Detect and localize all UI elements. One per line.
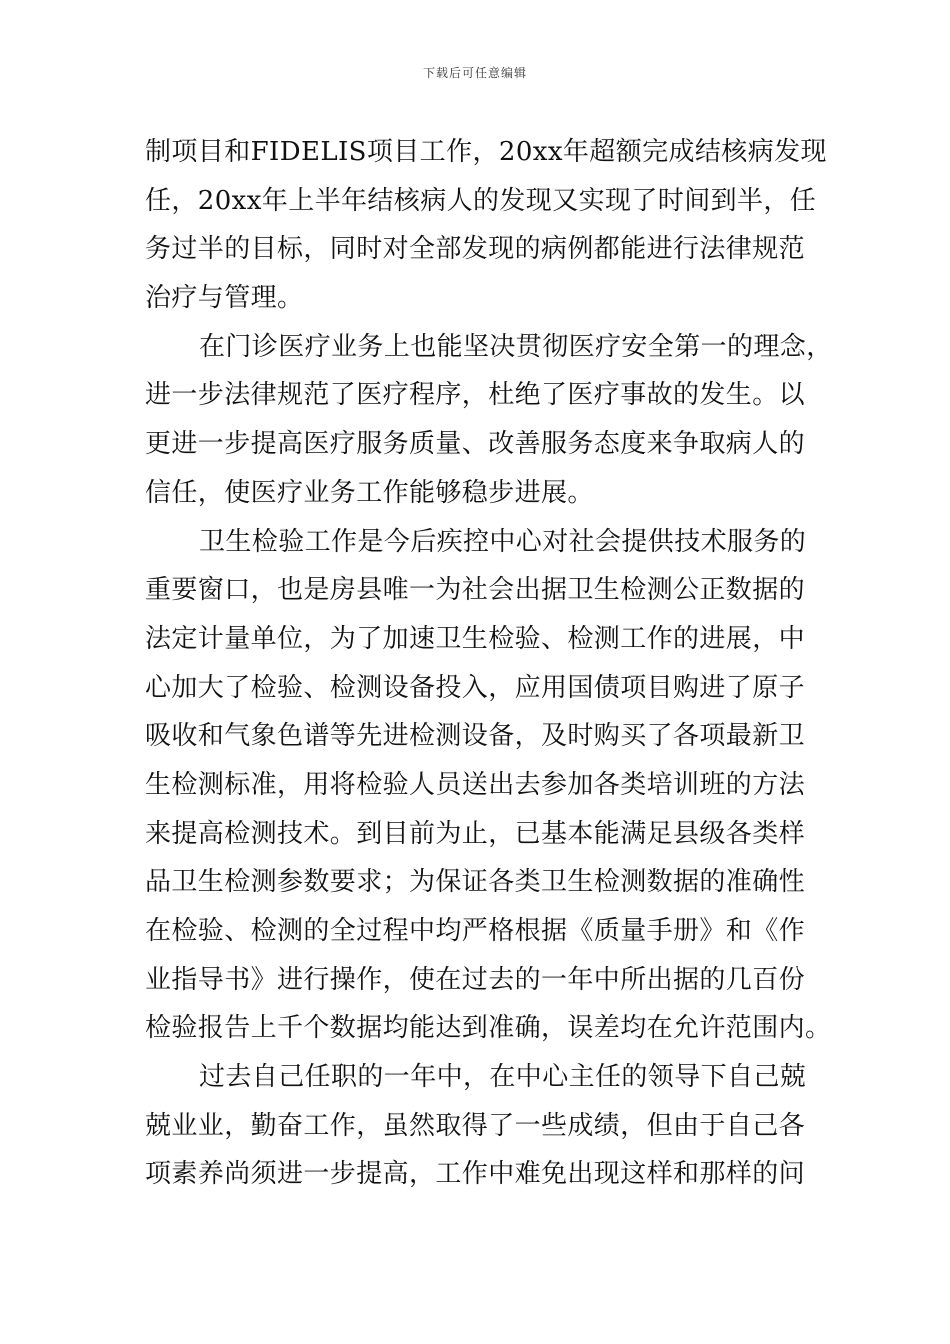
text-line: 更进一步提高医疗服务质量、改善服务态度来争取病人的	[145, 429, 806, 460]
text-line: 进一步法律规范了医疗程序，杜绝了医疗事故的发生。以	[145, 380, 806, 411]
text-line: 项素养尚须进一步提高，工作中难免出现这样和那样的问	[145, 1159, 806, 1190]
text-line: 心加大了检验、检测设备投入，应用国债项目购进了原子	[145, 672, 806, 703]
text-line: 在检验、检测的全过程中均严格根据《质量手册》和《作	[145, 916, 806, 946]
page-header: 下载后可任意编辑	[422, 66, 527, 80]
text-line: 法定计量单位，为了加速卫生检验、检测工作的进展，中	[145, 623, 806, 654]
text-line: 吸收和气象色谱等先进检测设备，及时购买了各项最新卫	[145, 721, 806, 752]
text-line: 治疗与管理。	[145, 283, 304, 314]
document-body	[145, 128, 833, 1199]
paragraph-first-line: 过去自己任职的一年中，在中心主任的领导下自己兢	[199, 1062, 807, 1093]
paragraph-first-line: 卫生检验工作是今后疾控中心对社会提供技术服务的	[199, 526, 807, 557]
text-line: 检验报告上千个数据均能达到准确，误差均在允许范围内。	[145, 1013, 832, 1044]
text-line: 兢业业，勤奋工作，虽然取得了一些成绩，但由于自己各	[145, 1110, 806, 1141]
text-line: 业指导书》进行操作，使在过去的一年中所出据的几百份	[145, 964, 806, 995]
text-line: 制项目和FIDELIS项目工作，20xx年超额完成结核病发现	[145, 137, 827, 167]
text-line: 重要窗口，也是房县唯一为社会出据卫生检测公正数据的	[145, 575, 806, 606]
paragraph-first-line: 在门诊医疗业务上也能坚决贯彻医疗安全第一的理念，	[199, 331, 833, 362]
text-line: 务过半的目标，同时对全部发现的病例都能进行法律规范	[145, 234, 806, 265]
text-line: 信任，使医疗业务工作能够稳步进展。	[145, 477, 594, 508]
text-line: 生检测标准，用将检验人员送出去参加各类培训班的方法	[145, 769, 806, 800]
text-line: 来提高检测技术。到目前为止，已基本能满足县级各类样	[145, 818, 806, 849]
text-line: 任，20xx年上半年结核病人的发现又实现了时间到半，任	[145, 185, 817, 216]
text-line: 品卫生检测参数要求；为保证各类卫生检测数据的准确性	[145, 867, 806, 898]
